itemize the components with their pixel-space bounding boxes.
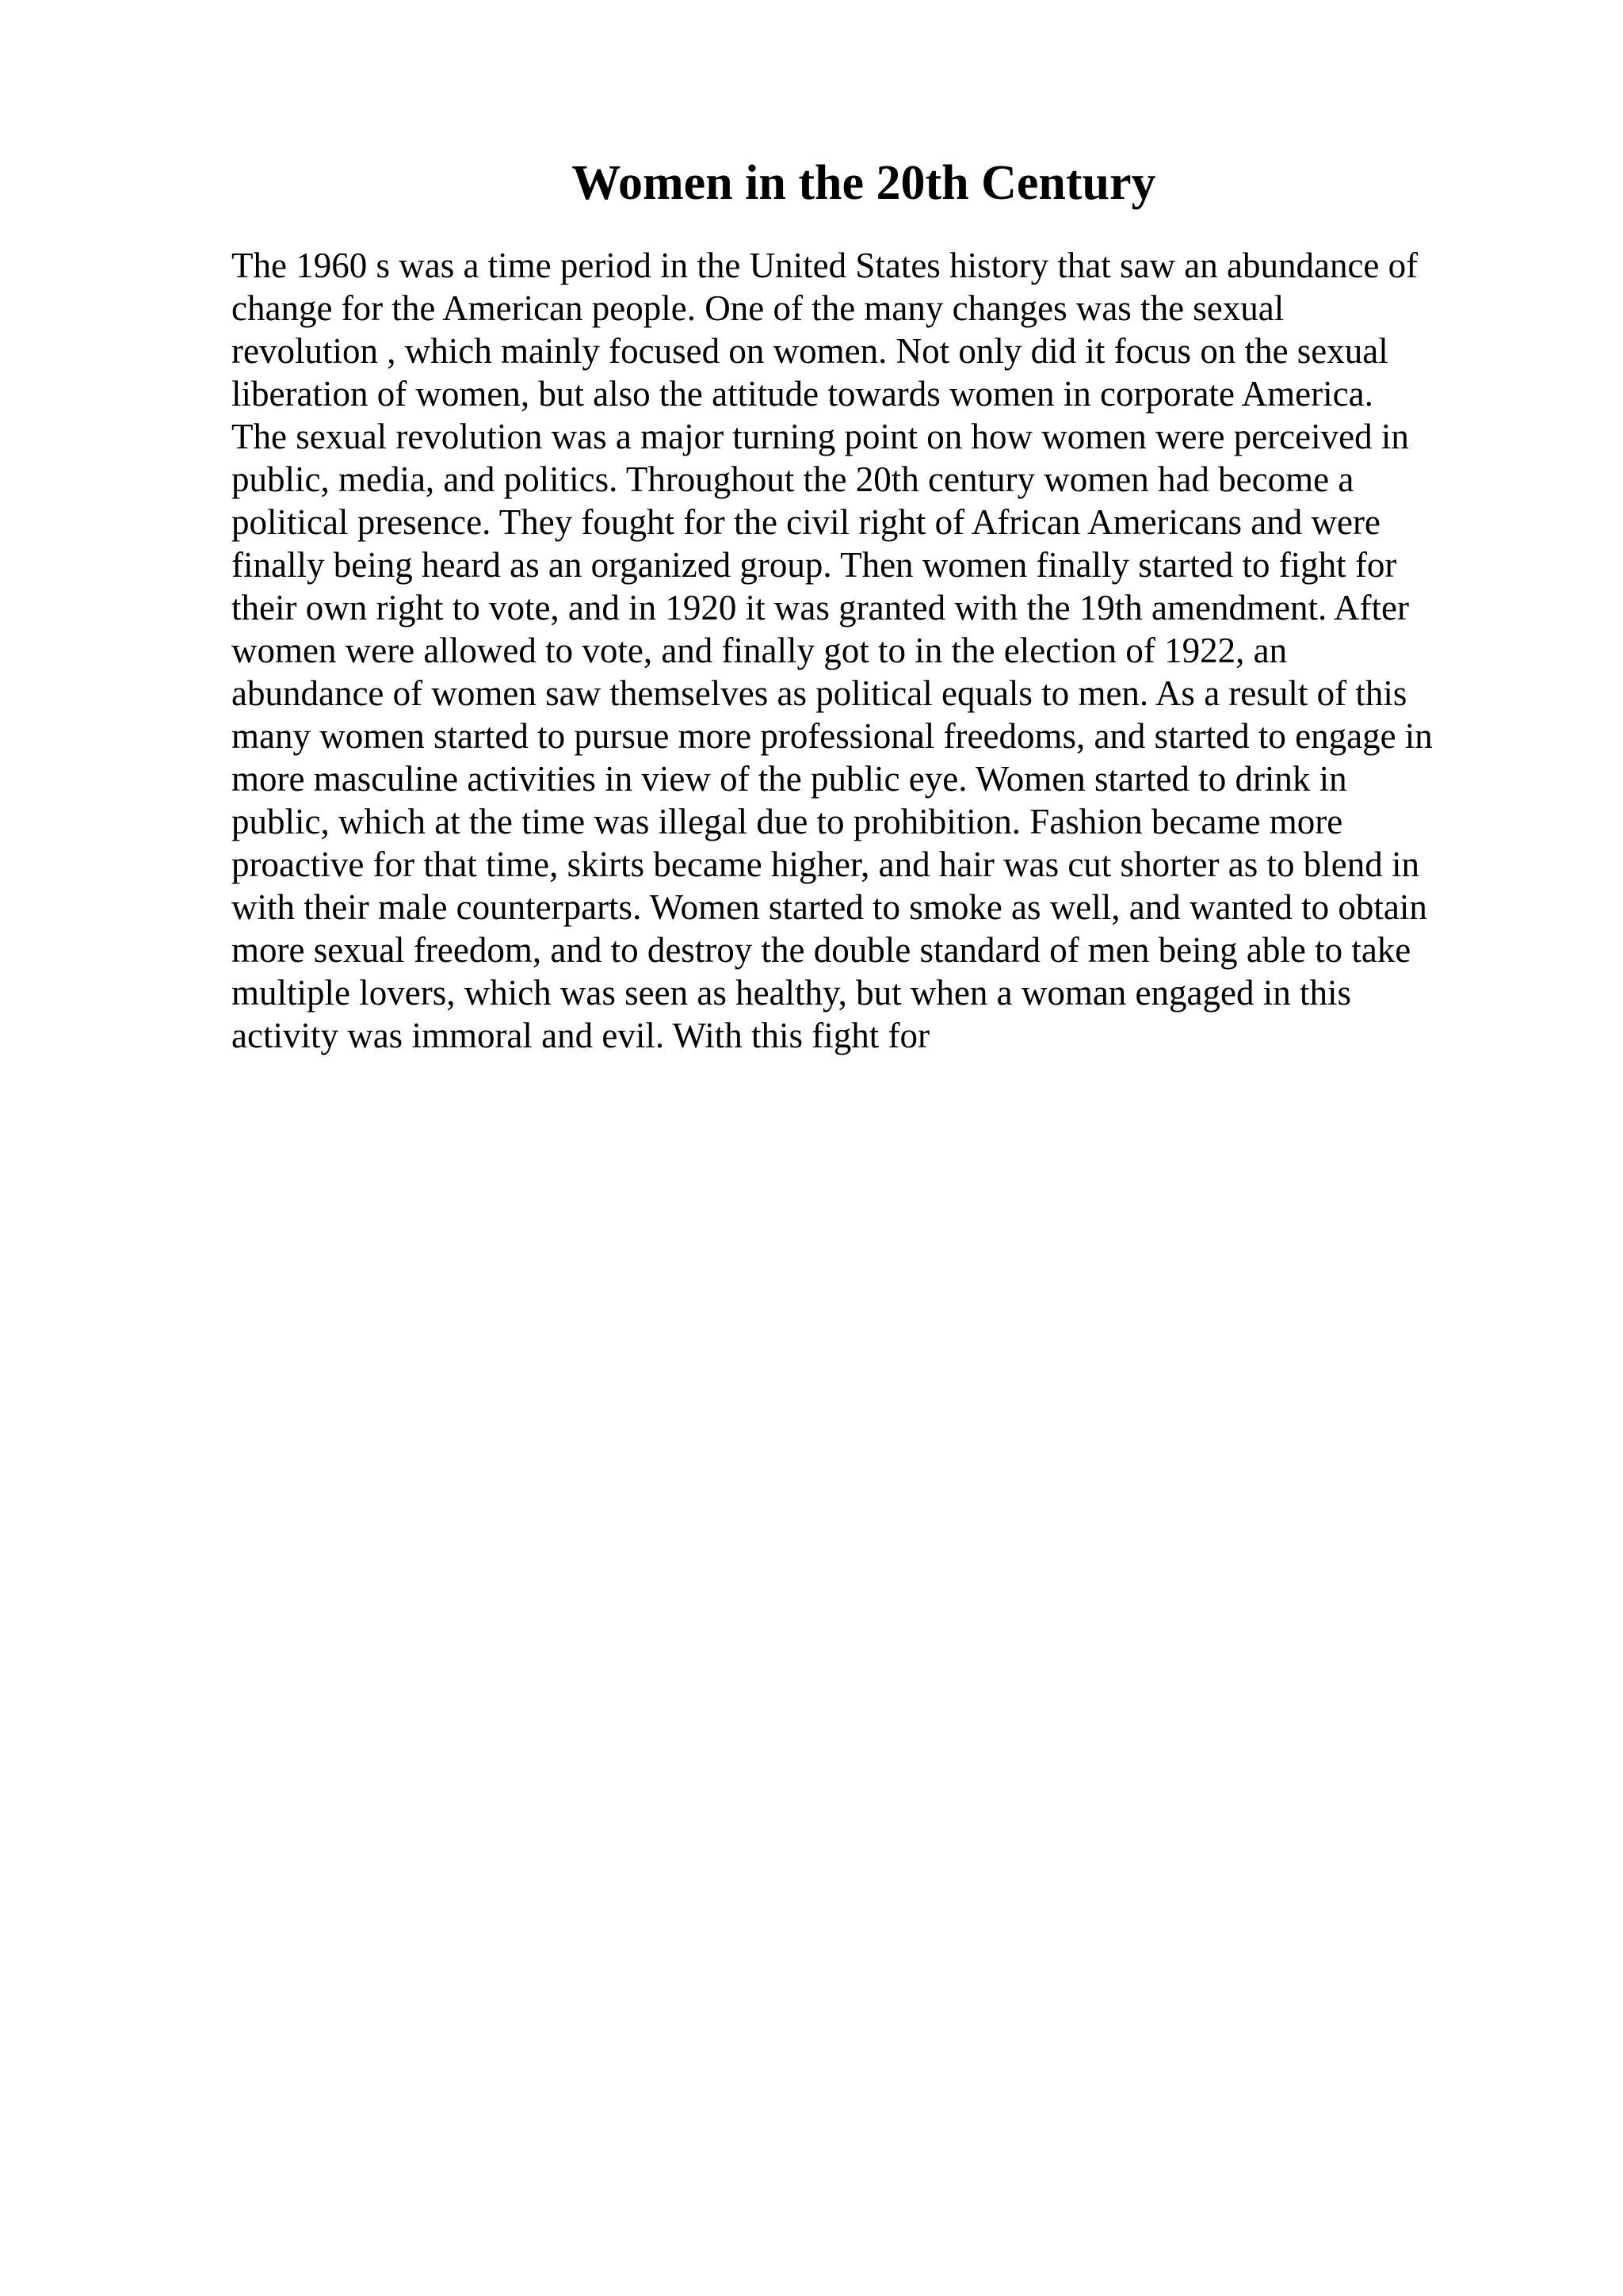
body-paragraph: [231, 244, 1515, 1057]
text-line: more masculine activities in view of the public eye. Women started to drink in: [231, 759, 1347, 799]
text-line: women were allowed to vote, and finally got to in the election of 1922, an: [231, 631, 1288, 670]
text-line: with their male counterparts. Women started to smoke as well, and wanted to obtain: [231, 887, 1427, 927]
text-line: multiple lovers, which was seen as healthy, but when a woman engaged in this: [231, 973, 1351, 1013]
text-line: revolution , which mainly focused on women. Not only did it focus on the sexual: [231, 331, 1388, 371]
document-title: Women in the 20th Century: [571, 156, 1156, 210]
text-line: The 1960 s was a time period in the United States history that saw an abundance of: [231, 246, 1419, 285]
text-line: liberation of women, but also the attitude towards women in corporate America.: [231, 374, 1373, 414]
text-line: political presence. They fought for the civil right of African Americans and were: [231, 502, 1381, 542]
text-line: more sexual freedom, and to destroy the double standard of men being able to take: [231, 930, 1411, 970]
text-line: proactive for that time, skirts became higher, and hair was cut shorter as to blend in: [231, 845, 1419, 884]
text-line: The sexual revolution was a major turning point on how women were perceived in: [231, 417, 1409, 456]
text-line: finally being heard as an organized group. Then women finally started to fight for: [231, 545, 1397, 585]
text-line: public, media, and politics. Throughout the 20th century women had become a: [231, 460, 1354, 499]
text-line: abundance of women saw themselves as political equals to men. As a result of this: [231, 673, 1407, 713]
text-line: activity was immoral and evil. With this fight for: [231, 1016, 930, 1055]
text-line: public, which at the time was illegal due to prohibition. Fashion became more: [231, 802, 1343, 841]
text-line: many women started to pursue more professional freedoms, and started to engage in: [231, 716, 1433, 756]
text-line: their own right to vote, and in 1920 it was granted with the 19th amendment. After: [231, 588, 1409, 627]
text-line: change for the American people. One of the many changes was the sexual: [231, 288, 1285, 328]
